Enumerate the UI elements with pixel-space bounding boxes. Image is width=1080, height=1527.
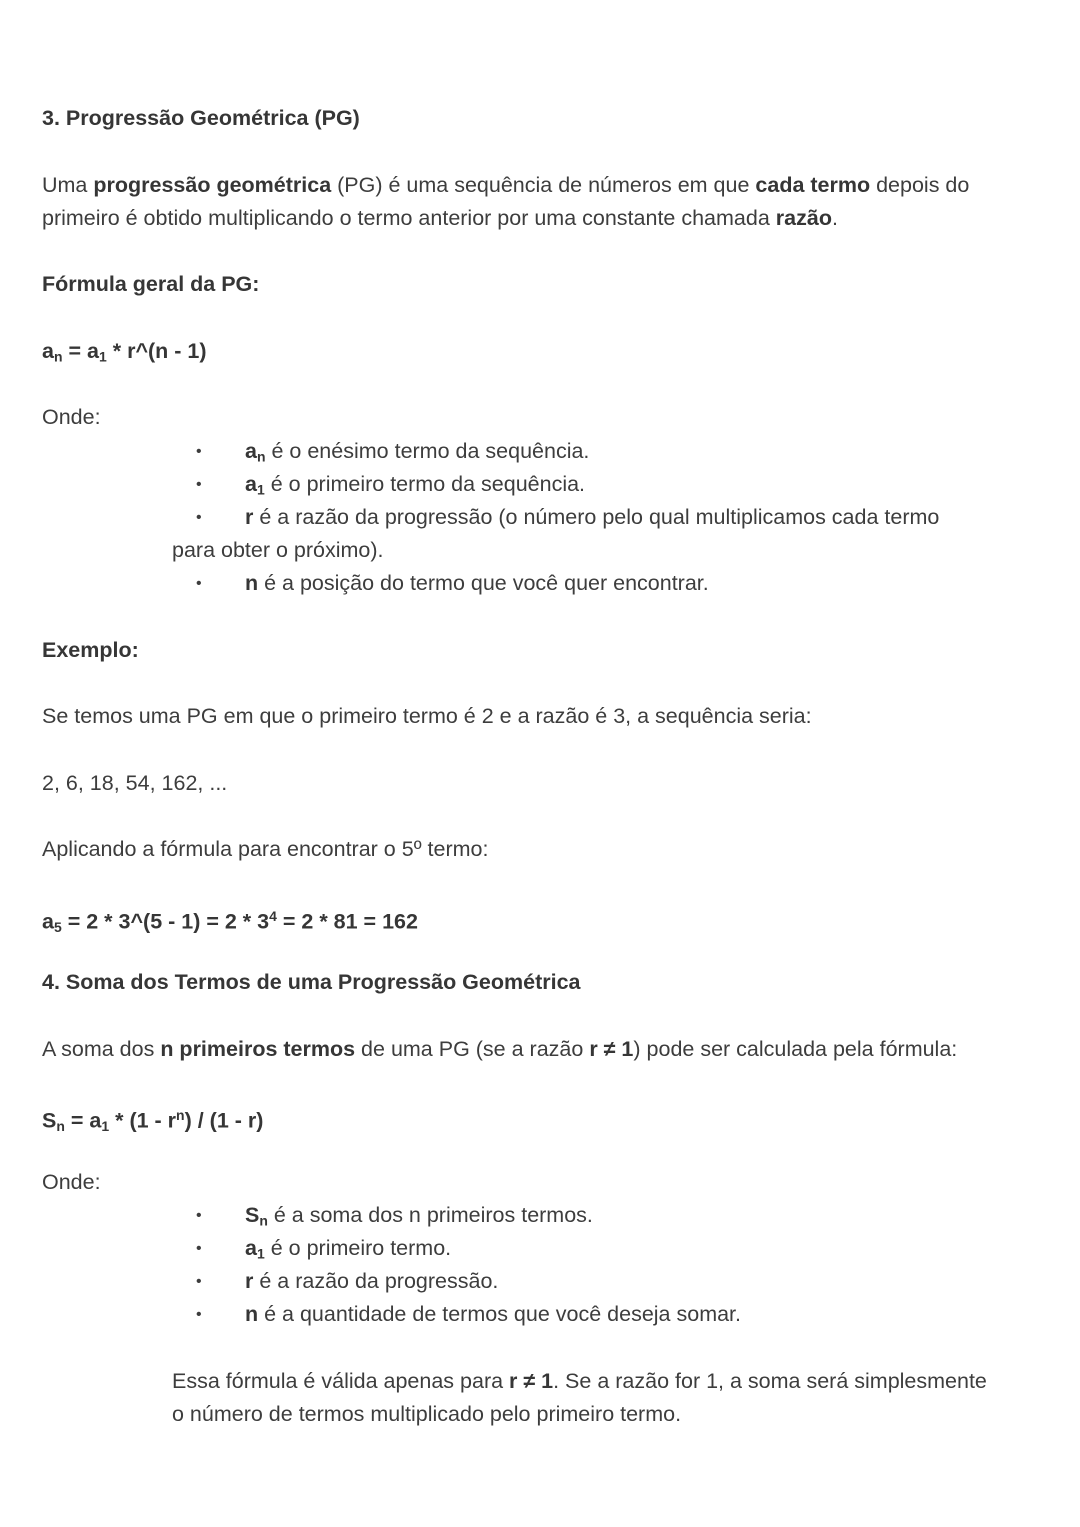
text: a xyxy=(42,339,54,363)
text: é a quantidade de termos que você deseja somar. xyxy=(258,1302,742,1326)
bullet-icon: • xyxy=(196,1240,202,1257)
text: é a soma dos n primeiros termos. xyxy=(267,1203,593,1227)
text: depois do xyxy=(870,173,970,197)
text: = 2 * 81 = 162 xyxy=(276,909,418,934)
text: S xyxy=(42,1108,57,1133)
symbol: n xyxy=(245,571,259,595)
bold-term: cada termo xyxy=(755,173,871,197)
example-heading: Exemplo: xyxy=(42,638,139,662)
list-item-text xyxy=(245,567,709,600)
subscript: n xyxy=(256,448,266,465)
symbol: a xyxy=(245,472,257,496)
list-item-text xyxy=(245,501,939,534)
text: A soma dos xyxy=(42,1037,161,1061)
text: * r^(n - 1) xyxy=(106,339,207,363)
text: é a razão da progressão. xyxy=(253,1269,499,1293)
bullet-icon: • xyxy=(196,476,202,493)
bullet-icon: • xyxy=(196,443,202,460)
formula-heading: Fórmula geral da PG: xyxy=(42,272,260,296)
text: ) pode ser calculada pela fórmula: xyxy=(633,1037,958,1061)
bullet-icon: • xyxy=(196,509,202,526)
text: (PG) é uma sequência de números em que xyxy=(331,173,756,197)
bold-term: razão xyxy=(775,206,832,230)
bold-term: r ≠ 1 xyxy=(589,1037,634,1061)
subscript: 1 xyxy=(98,348,107,365)
bold-term: r ≠ 1 xyxy=(509,1369,554,1393)
example-sequence: 2, 6, 18, 54, 162, ... xyxy=(42,771,228,795)
text: . Se a razão for 1, a soma será simplesmente xyxy=(553,1369,987,1393)
symbol: a xyxy=(245,1236,257,1260)
text: é o enésimo termo da sequência. xyxy=(265,439,590,463)
symbol: n xyxy=(245,1302,259,1326)
validity-note-line-2: o número de termos multiplicado pelo primeiro termo. xyxy=(172,1402,682,1426)
subscript: n xyxy=(56,1118,65,1135)
subscript: 5 xyxy=(53,919,62,936)
list-item-text xyxy=(245,1298,741,1331)
sum-formula xyxy=(42,1099,263,1143)
section-3-intro-line-1 xyxy=(42,169,969,202)
text: primeiro é obtido multiplicando o termo anterior por uma constante chamada xyxy=(42,206,776,230)
text: é a posição do termo que você quer encontrar. xyxy=(258,571,709,595)
general-term-formula xyxy=(42,335,207,373)
section-3-heading: 3. Progressão Geométrica (PG) xyxy=(42,106,360,130)
subscript: 1 xyxy=(256,481,265,498)
bullet-icon: • xyxy=(196,1306,202,1323)
symbol: a xyxy=(245,439,257,463)
bullet-icon: • xyxy=(196,1273,202,1290)
bold-term: progressão geométrica xyxy=(93,173,332,197)
section-4-heading: 4. Soma dos Termos de uma Progressão Geométrica xyxy=(42,970,581,994)
text: = a xyxy=(62,339,99,363)
text: Uma xyxy=(42,173,94,197)
text: é o primeiro termo. xyxy=(264,1236,452,1260)
superscript: 4 xyxy=(269,908,277,924)
example-calculation xyxy=(42,900,418,944)
text: de uma PG (se a razão xyxy=(355,1037,590,1061)
list-item-continuation: para obter o próximo). xyxy=(172,538,384,562)
validity-note-line-1 xyxy=(172,1365,987,1398)
text: Essa fórmula é válida apenas para xyxy=(172,1369,510,1393)
where-label: Onde: xyxy=(42,1170,101,1194)
symbol: r xyxy=(245,1269,254,1293)
text: a xyxy=(42,909,54,934)
subscript: n xyxy=(53,348,63,365)
apply-formula-text: Aplicando a fórmula para encontrar o 5º termo: xyxy=(42,837,489,861)
symbol: S xyxy=(245,1203,260,1227)
subscript: 1 xyxy=(256,1245,265,1262)
bullet-icon: • xyxy=(196,575,202,592)
text: é o primeiro termo da sequência. xyxy=(264,472,586,496)
subscript: n xyxy=(259,1212,268,1229)
text: * (1 - r xyxy=(109,1108,177,1133)
subscript: 1 xyxy=(101,1118,110,1135)
text: . xyxy=(831,206,838,230)
text: = a xyxy=(64,1108,102,1133)
symbol: r xyxy=(245,505,254,529)
text: é a razão da progressão (o número pelo qual multiplicamos cada termo xyxy=(253,505,940,529)
text: = 2 * 3^(5 - 1) = 2 * 3 xyxy=(61,909,270,934)
text: ) / (1 - r) xyxy=(184,1108,264,1133)
bullet-icon: • xyxy=(196,1207,202,1224)
section-4-intro xyxy=(42,1033,957,1066)
where-label: Onde: xyxy=(42,405,101,429)
superscript: n xyxy=(176,1107,185,1123)
section-3-intro-line-2 xyxy=(42,202,838,235)
example-text: Se temos uma PG em que o primeiro termo é 2 e a razão é 3, a sequência seria: xyxy=(42,704,812,728)
list-item-text xyxy=(245,1265,498,1298)
bold-term: n primeiros termos xyxy=(160,1037,356,1061)
